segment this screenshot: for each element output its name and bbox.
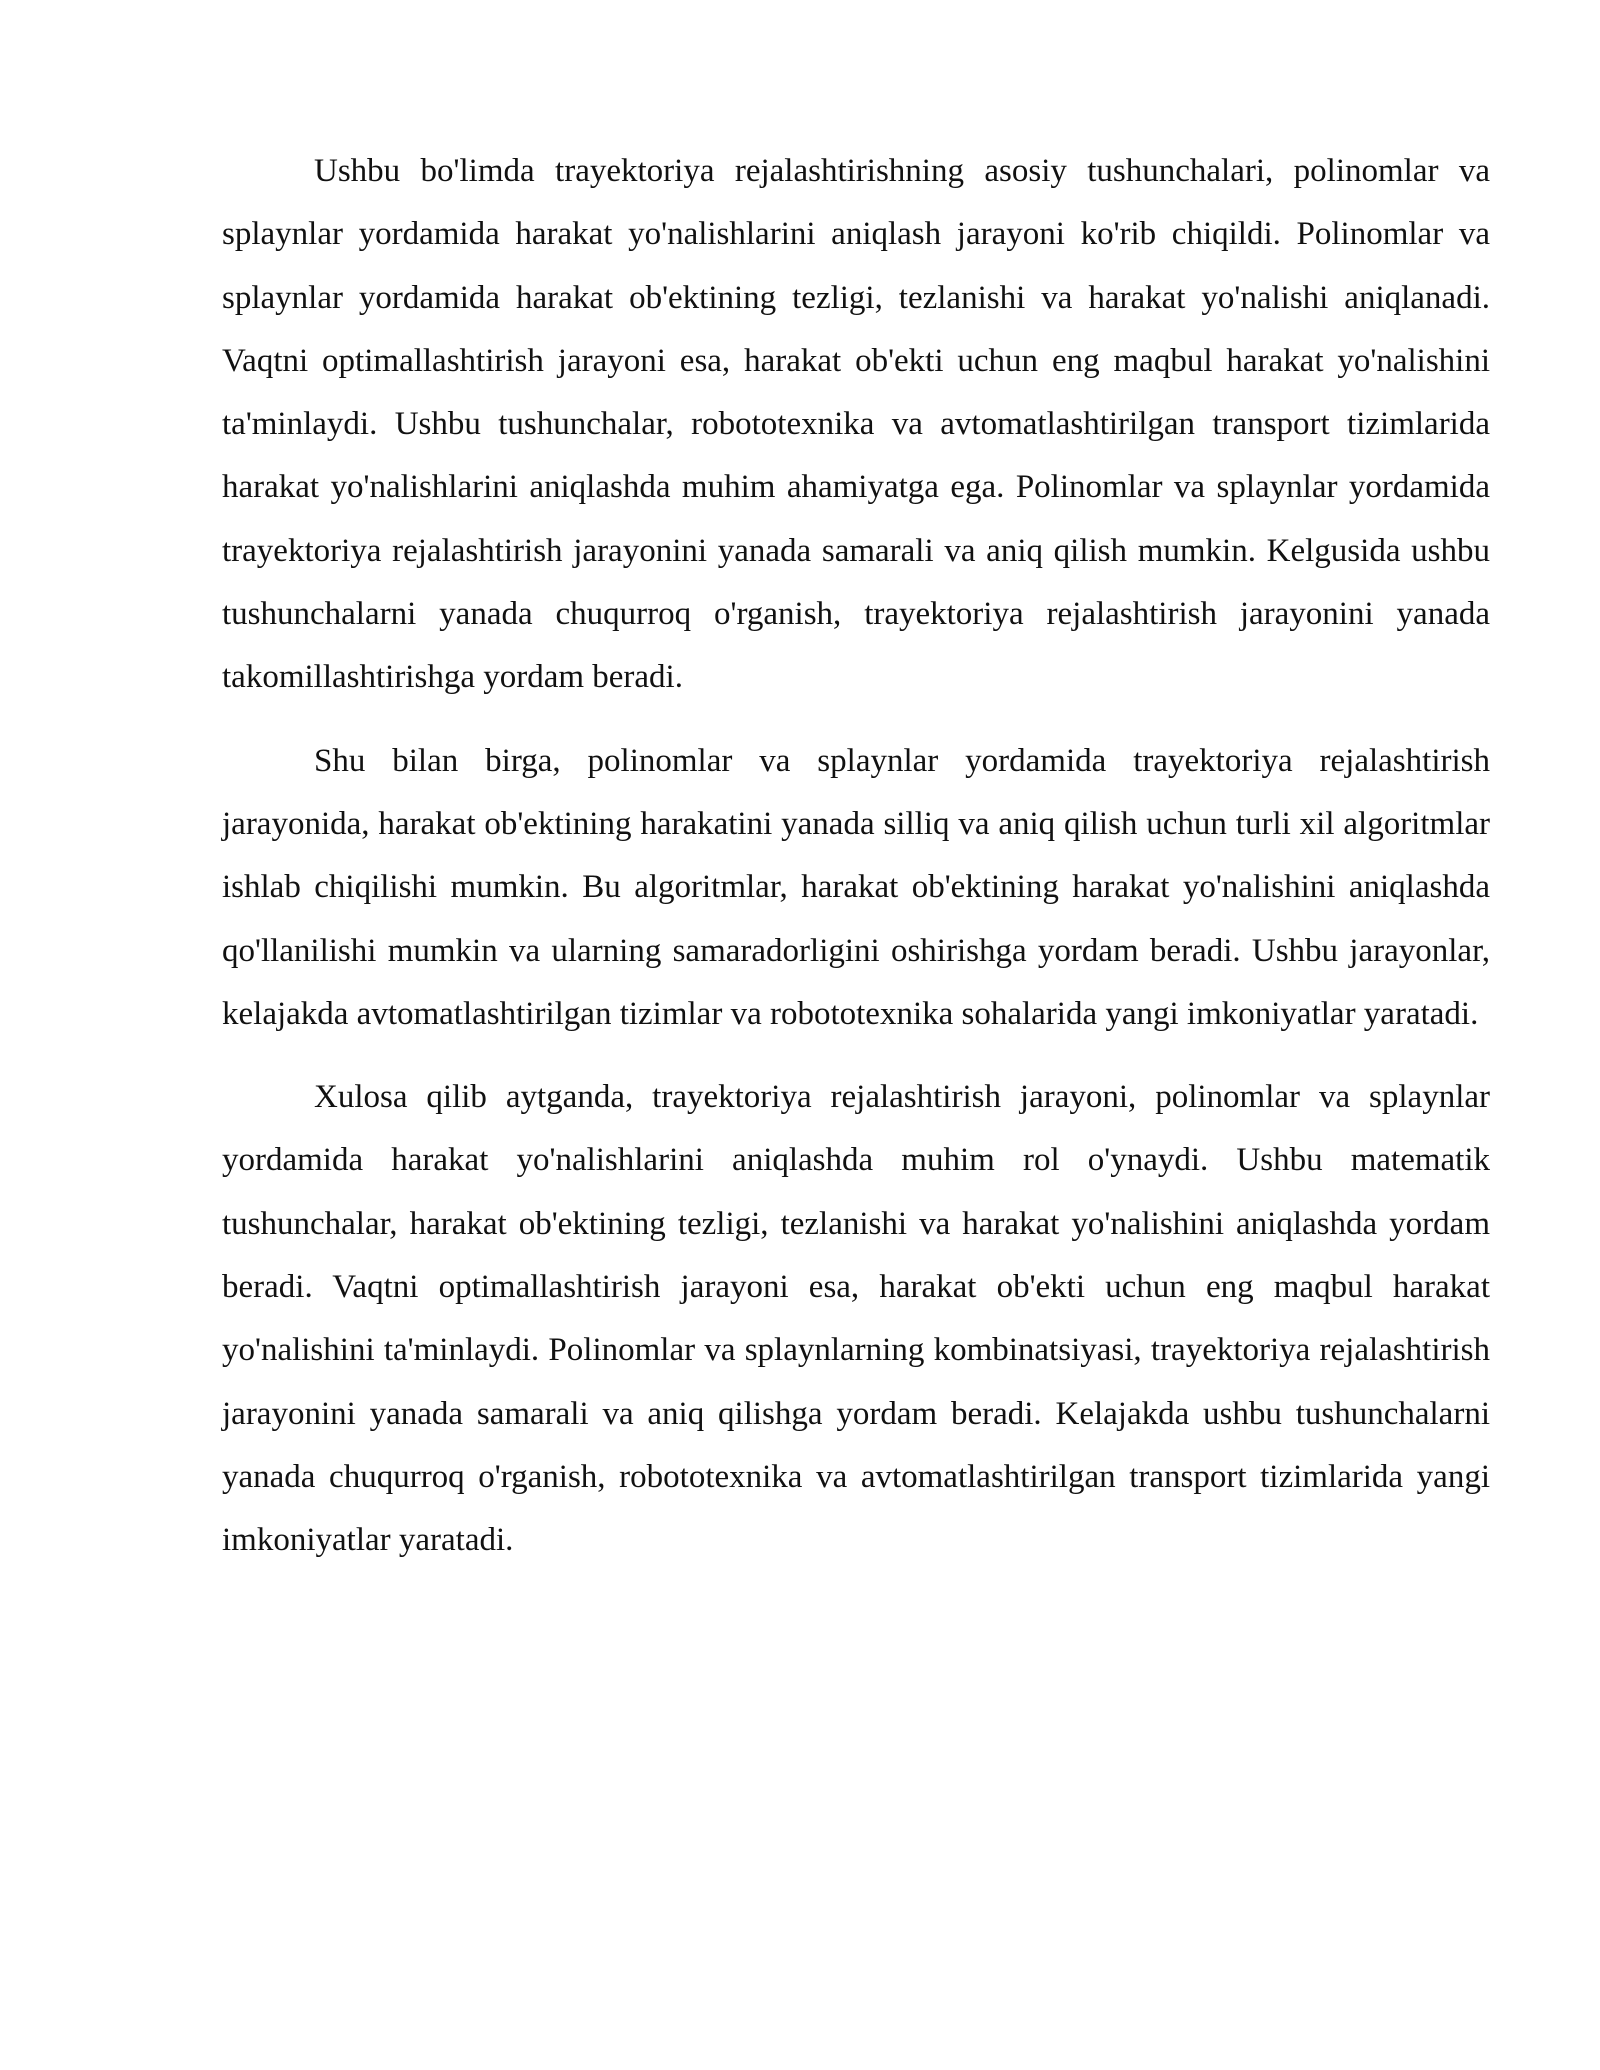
paragraph: Ushbu bo'limda trayektoriya rejalashtirishning asosiy tushunchalari, polinomlar va splaynlar yordamida harakat yo'nalishlarini aniqlash jarayoni ko'rib chiqildi. Polinomlar va splaynlar yordamida harakat ob'ektining tezligi, tezlanishi va harakat yo'nalishi aniqlanadi. Vaqtni optimallashtirish jarayoni esa, harakat ob'ekti uchun eng maqbul harakat yo'nalishini ta'minlaydi. Ushbu tushunchalar, robototexnika va avtomatlashtirilgan transport tizimlarida harakat yo'nalishlarini aniqlashda muhim ahamiyatga ega. Polinomlar va splaynlar yordamida trayektoriya rejalashtirish jarayonini yanada samarali va aniq qilish mumkin. Kelgusida ushbu tushunchalarni yanada chuqurroq o'rganish, trayektoriya rejalashtirish jarayonini yanada takomillashtirishga yordam beradi.	[222, 153, 1490, 696]
document-body	[222, 140, 1490, 1593]
paragraph: Xulosa qilib aytganda, trayektoriya rejalashtirish jarayoni, polinomlar va splaynlar yordamida harakat yo'nalishlarini aniqlashda muhim rol o'ynaydi. Ushbu matematik tushunchalar, harakat ob'ektining tezligi, tezlanishi va harakat yo'nalishini aniqlashda yordam beradi. Vaqtni optimallashtirish jarayoni esa, harakat ob'ekti uchun eng maqbul harakat yo'nalishini ta'minlaydi. Polinomlar va splaynlarning kombinatsiyasi, trayektoriya rejalashtirish jarayonini yanada samarali va aniq qilishga yordam beradi. Kelajakda ushbu tushunchalarni yanada chuqurroq o'rganish, robototexnika va avtomatlashtirilgan transport tizimlarida yangi imkoniyatlar yaratadi.	[222, 1079, 1490, 1559]
paragraph: Shu bilan birga, polinomlar va splaynlar yordamida trayektoriya rejalashtirish jarayonida, harakat ob'ektining harakatini yanada silliq va aniq qilish uchun turli xil algoritmlar ishlab chiqilishi mumkin. Bu algoritmlar, harakat ob'ektining harakat yo'nalishini aniqlashda qo'llanilishi mumkin va ularning samaradorligini oshirishga yordam beradi. Ushbu jarayonlar, kelajakda avtomatlashtirilgan tizimlar va robototexnika sohalarida yangi imkoniyatlar yaratadi.	[222, 742, 1490, 1032]
